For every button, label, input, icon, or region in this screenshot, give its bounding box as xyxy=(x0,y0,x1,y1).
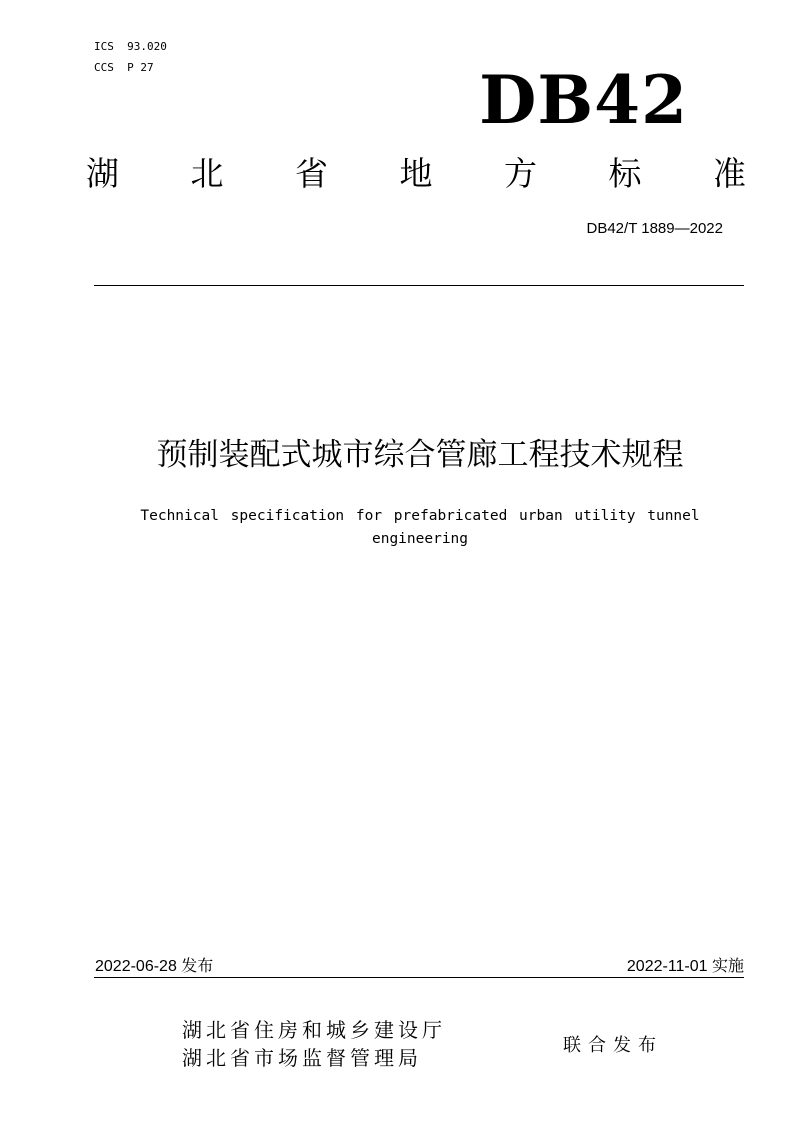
standard-type-char: 准 xyxy=(713,154,746,193)
standard-type-char: 省 xyxy=(295,154,328,193)
publish-date: 2022-06-28 发布 xyxy=(95,958,214,975)
ccs-code: CCS P 27 xyxy=(94,61,154,74)
standard-type-char: 标 xyxy=(608,154,642,193)
joint-publish-label: 联合发布 xyxy=(563,1035,663,1056)
issuer-market-regulation: 湖北省市场监督管理局 xyxy=(182,1046,422,1070)
top-divider xyxy=(94,285,744,286)
standard-number: DB42/T 1889—2022 xyxy=(586,220,723,237)
ics-code: ICS 93.020 xyxy=(94,40,167,53)
title-chinese: 预制装配式城市综合管廊工程技术规程 xyxy=(156,437,684,473)
issuer-housing-department: 湖北省住房和城乡建设厅 xyxy=(182,1018,446,1042)
effective-date: 2022-11-01 实施 xyxy=(626,958,744,975)
standard-type-char: 北 xyxy=(190,154,224,193)
standard-type-char: 湖 xyxy=(86,154,119,193)
standard-type-heading xyxy=(86,152,746,196)
bottom-divider xyxy=(94,977,744,978)
title-english: Technical specification for prefabricated urban utility tunnel engineering xyxy=(140,508,700,547)
db42-logo: DB42 xyxy=(479,61,688,139)
standard-type-char: 方 xyxy=(504,154,537,193)
standard-type-char: 地 xyxy=(399,154,433,193)
